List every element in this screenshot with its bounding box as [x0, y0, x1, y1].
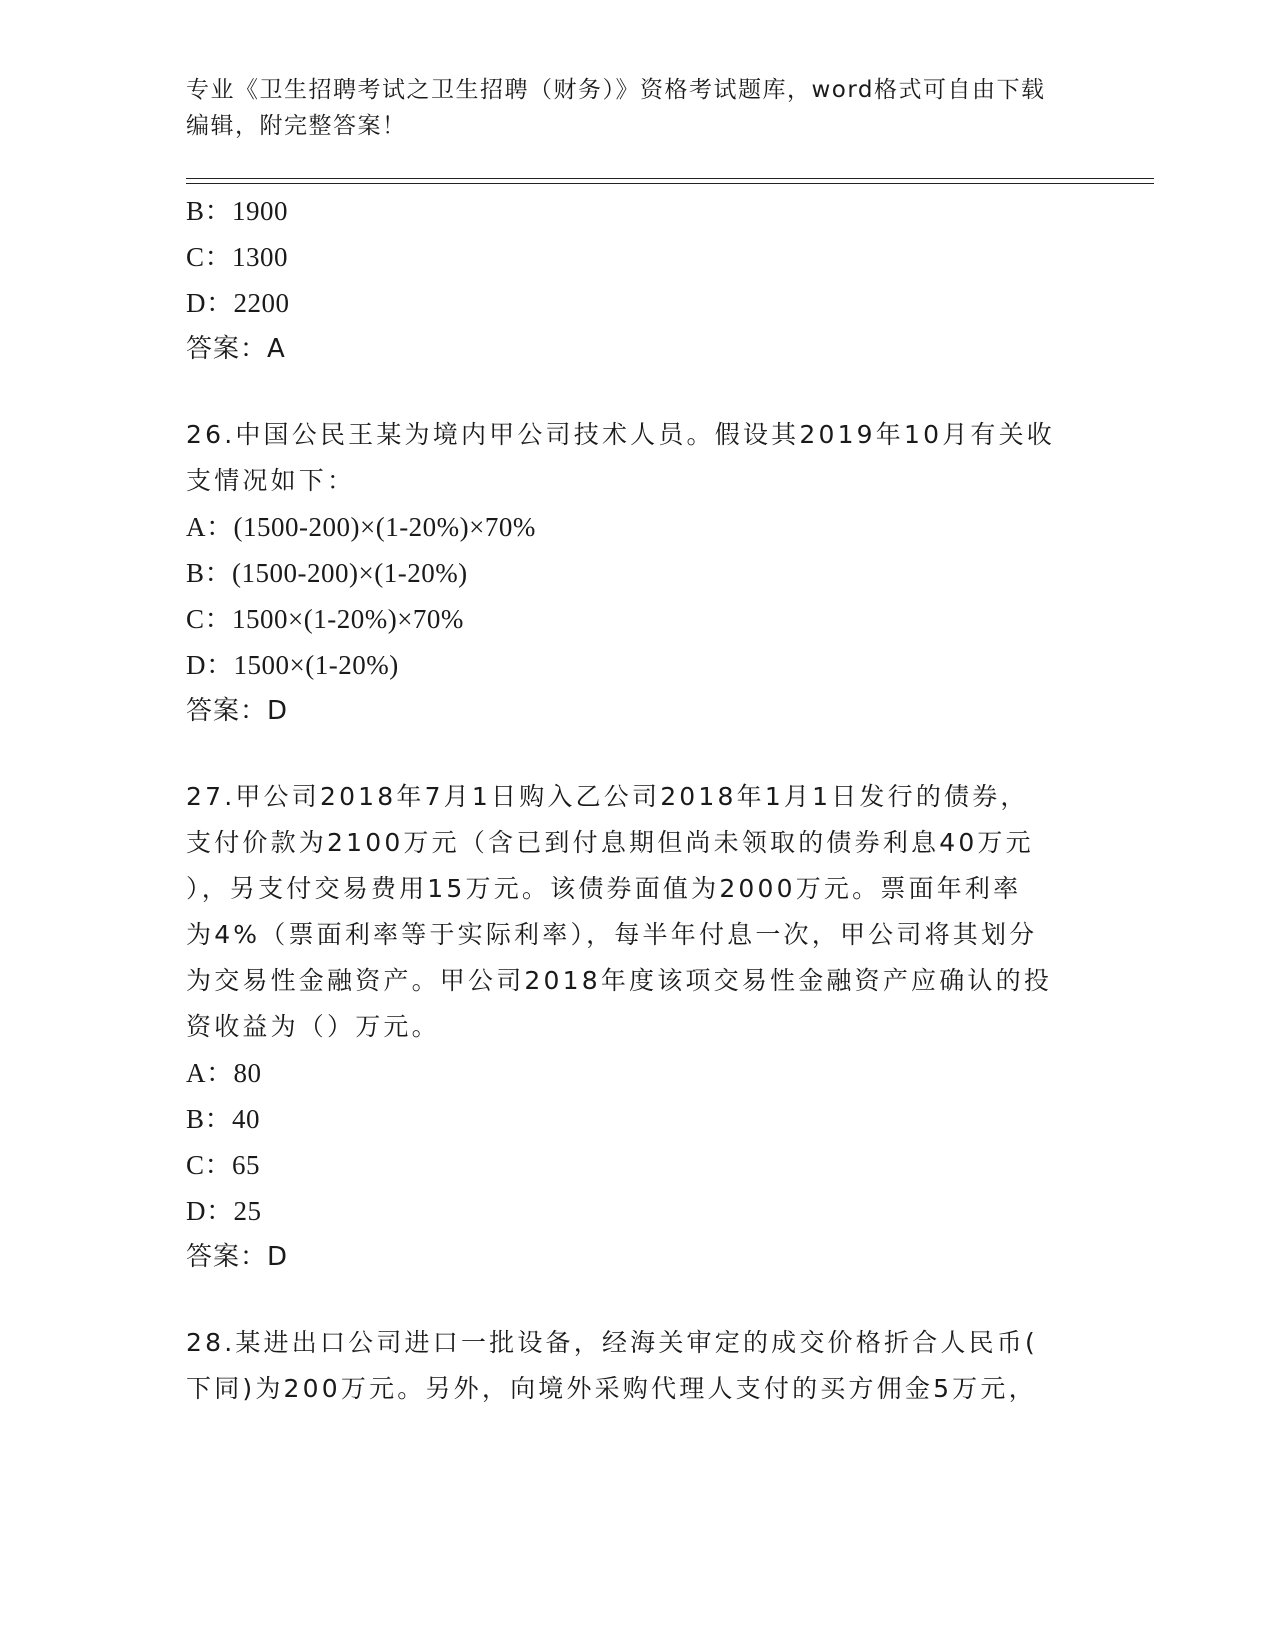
- option-a: A：(1500-200)×(1-20%)×70%: [186, 512, 536, 542]
- option-c: C：65: [186, 1150, 261, 1180]
- header-divider-top: [186, 178, 1154, 179]
- answer: 答案：D: [186, 1242, 289, 1272]
- option-c: C：1300: [186, 242, 289, 272]
- answer: 答案：A: [186, 334, 286, 364]
- question-stem-line: ），另支付交易费用15万元。该债券面值为2000万元。票面年利率: [186, 874, 1022, 903]
- option-d: D：1500×(1-20%): [186, 650, 399, 680]
- option-b: B：(1500-200)×(1-20%): [186, 558, 468, 588]
- question-27: [186, 774, 1066, 1280]
- option-b: B：1900: [186, 196, 289, 226]
- question-stem-line: 支情况如下：: [186, 466, 356, 495]
- option-c: C：1500×(1-20%)×70%: [186, 604, 464, 634]
- question-stem-line: 支付价款为2100万元（含已到付息期但尚未领取的债券利息40万元: [186, 828, 1034, 857]
- question-stem-line: 下同)为200万元。另外，向境外采购代理人支付的买方佣金5万元，: [186, 1374, 1037, 1403]
- question-stem-line: 为交易性金融资产。甲公司2018年度该项交易性金融资产应确认的投: [186, 966, 1053, 995]
- header-line-2: 编辑，附完整答案！: [186, 113, 407, 139]
- question-stem-line: 资收益为（）万元。: [186, 1012, 440, 1041]
- option-d: D：25: [186, 1196, 262, 1226]
- option-d: D：2200: [186, 288, 290, 318]
- option-b: B：40: [186, 1104, 261, 1134]
- option-a: A：80: [186, 1058, 262, 1088]
- question-stem-line: 27.甲公司2018年7月1日购入乙公司2018年1月1日发行的债券，: [186, 782, 1029, 811]
- question-list: [186, 188, 1066, 1412]
- question-25: [186, 188, 1066, 372]
- question-stem-line: 26.中国公民王某为境内甲公司技术人员。假设其2019年10月有关收: [186, 420, 1055, 449]
- document-header: [186, 72, 1066, 144]
- question-26: [186, 412, 1066, 734]
- header-divider-bottom: [186, 183, 1154, 184]
- question-stem-line: 28.某进出口公司进口一批设备，经海关审定的成交价格折合人民币(: [186, 1328, 1038, 1357]
- question-stem-line: 为4%（票面利率等于实际利率），每半年付息一次，甲公司将其划分: [186, 920, 1038, 949]
- header-line-1: 专业《卫生招聘考试之卫生招聘（财务）》资格考试题库，word格式可自由下载: [186, 77, 1046, 103]
- answer: 答案：D: [186, 696, 289, 726]
- question-28: [186, 1320, 1066, 1412]
